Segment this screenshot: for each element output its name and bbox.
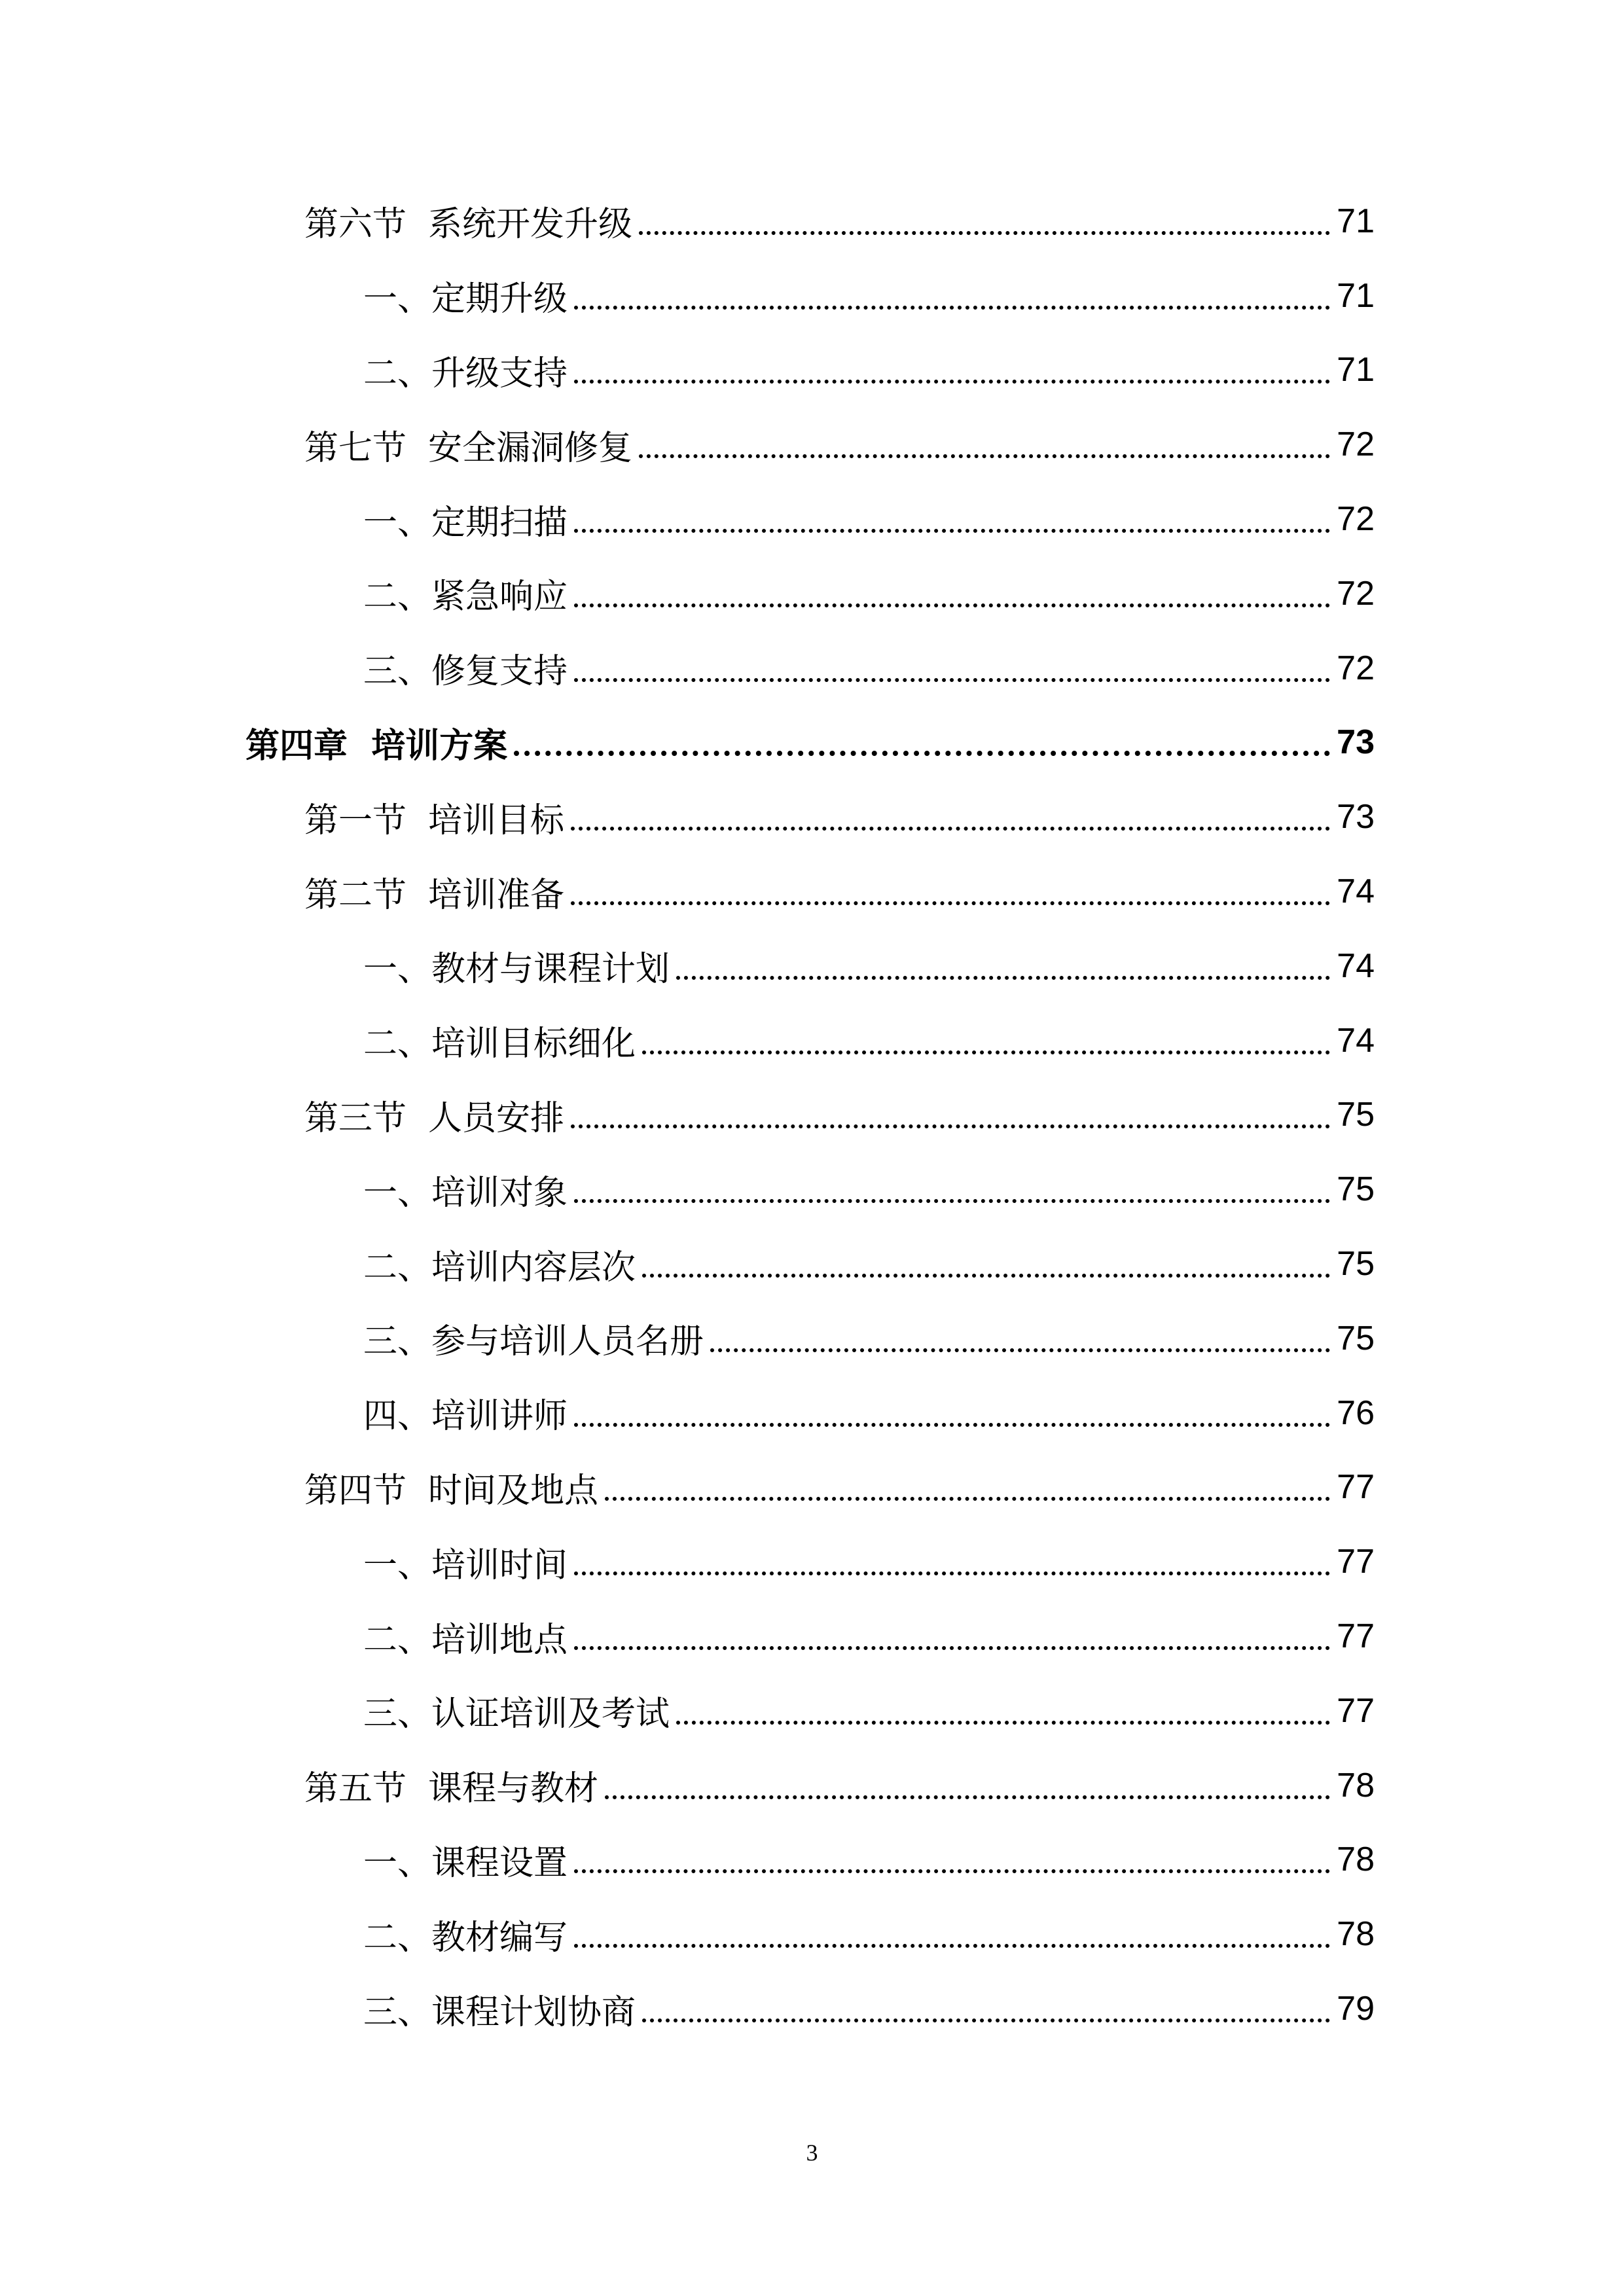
toc-entry-title: 二、培训内容层次 xyxy=(363,1247,636,1287)
dot-leader xyxy=(605,1497,1330,1501)
dot-leader xyxy=(574,678,1330,682)
toc-entry-page: 73 xyxy=(1337,798,1375,836)
toc-entry-page: 78 xyxy=(1337,1915,1375,1954)
toc-entry-title: 三、认证培训及考试 xyxy=(363,1695,670,1734)
toc-subsection-entry[interactable] xyxy=(0,1897,1375,1971)
toc-entry-title: 三、课程计划协商 xyxy=(363,1992,636,2032)
toc-entry-page: 72 xyxy=(1337,649,1375,687)
toc-entry-page: 72 xyxy=(1337,500,1375,539)
toc-entry-page: 74 xyxy=(1337,946,1375,985)
toc-entry-title: 四、培训讲师 xyxy=(363,1397,568,1437)
dot-leader xyxy=(676,976,1330,980)
toc-entry-page: 78 xyxy=(1337,1840,1375,1879)
dot-leader xyxy=(642,1050,1330,1054)
dot-leader xyxy=(574,380,1330,384)
toc-subsection-entry[interactable] xyxy=(0,1971,1375,2046)
toc-entry-title: 第四章 培训方案 xyxy=(245,725,508,766)
toc-chapter-entry[interactable] xyxy=(0,706,1375,780)
toc-subsection-entry[interactable] xyxy=(0,333,1375,408)
toc-entry-page: 72 xyxy=(1337,425,1375,464)
table-of-contents xyxy=(0,184,1624,2046)
toc-entry-title: 二、培训地点 xyxy=(363,1620,568,1660)
toc-subsection-entry[interactable] xyxy=(0,1227,1375,1301)
toc-entry-title: 一、定期升级 xyxy=(363,279,568,319)
toc-entry-page: 77 xyxy=(1337,1543,1375,1581)
dot-leader xyxy=(514,751,1330,756)
dot-leader xyxy=(574,1571,1330,1575)
dot-leader xyxy=(574,1199,1330,1203)
toc-entry-title: 三、修复支持 xyxy=(363,652,568,692)
dot-leader xyxy=(574,529,1330,533)
toc-section-entry[interactable] xyxy=(0,407,1375,482)
dot-leader xyxy=(642,2018,1330,2022)
toc-entry-title: 一、教材与课程计划 xyxy=(363,950,670,990)
toc-section-entry[interactable] xyxy=(0,1078,1375,1153)
dot-leader xyxy=(574,306,1330,310)
toc-entry-page: 71 xyxy=(1337,202,1375,240)
toc-subsection-entry[interactable] xyxy=(0,1003,1375,1078)
dot-leader xyxy=(710,1348,1330,1352)
toc-entry-title: 二、紧急响应 xyxy=(363,577,568,617)
toc-entry-page: 77 xyxy=(1337,1617,1375,1656)
toc-subsection-entry[interactable] xyxy=(0,929,1375,1003)
dot-leader xyxy=(605,1795,1330,1799)
toc-entry-page: 75 xyxy=(1337,1170,1375,1209)
toc-entry-page: 73 xyxy=(1337,723,1375,762)
dot-leader xyxy=(574,1869,1330,1873)
toc-entry-page: 74 xyxy=(1337,1021,1375,1060)
toc-entry-page: 75 xyxy=(1337,1096,1375,1134)
toc-subsection-entry[interactable] xyxy=(0,1524,1375,1599)
toc-subsection-entry[interactable] xyxy=(0,259,1375,333)
toc-entry-title: 第三节 人员安排 xyxy=(304,1098,565,1138)
toc-subsection-entry[interactable] xyxy=(0,482,1375,556)
toc-entry-title: 一、课程设置 xyxy=(363,1843,568,1883)
toc-entry-title: 二、培训目标细化 xyxy=(363,1024,636,1064)
dot-leader xyxy=(642,1274,1330,1278)
toc-section-entry[interactable] xyxy=(0,854,1375,929)
dot-leader xyxy=(574,603,1330,607)
dot-leader xyxy=(574,1646,1330,1650)
toc-entry-page: 71 xyxy=(1337,351,1375,389)
toc-subsection-entry[interactable] xyxy=(0,1674,1375,1748)
dot-leader xyxy=(639,231,1330,235)
toc-entry-title: 第四节 时间及地点 xyxy=(304,1471,599,1511)
toc-subsection-entry[interactable] xyxy=(0,1376,1375,1450)
toc-entry-page: 75 xyxy=(1337,1319,1375,1357)
toc-entry-title: 一、培训对象 xyxy=(363,1173,568,1213)
toc-section-entry[interactable] xyxy=(0,1748,1375,1823)
toc-entry-title: 第一节 培训目标 xyxy=(304,800,565,840)
toc-entry-title: 二、升级支持 xyxy=(363,353,568,393)
toc-section-entry[interactable] xyxy=(0,780,1375,854)
toc-subsection-entry[interactable] xyxy=(0,1823,1375,1897)
toc-subsection-entry[interactable] xyxy=(0,631,1375,706)
toc-entry-page: 76 xyxy=(1337,1393,1375,1432)
toc-entry-title: 一、定期扫描 xyxy=(363,503,568,543)
toc-entry-page: 75 xyxy=(1337,1245,1375,1283)
toc-entry-title: 第七节 安全漏洞修复 xyxy=(304,428,633,468)
toc-entry-title: 一、培训时间 xyxy=(363,1545,568,1585)
toc-entry-page: 79 xyxy=(1337,1990,1375,2028)
toc-entry-title: 第五节 课程与教材 xyxy=(304,1769,599,1809)
dot-leader xyxy=(571,1124,1330,1128)
toc-entry-page: 78 xyxy=(1337,1766,1375,1804)
toc-subsection-entry[interactable] xyxy=(0,1599,1375,1674)
dot-leader xyxy=(676,1721,1330,1725)
page-number: 3 xyxy=(806,2140,818,2166)
dot-leader xyxy=(639,454,1330,458)
toc-entry-page: 71 xyxy=(1337,276,1375,315)
toc-entry-title: 第二节 培训准备 xyxy=(304,875,565,915)
dot-leader xyxy=(574,1944,1330,1948)
dot-leader xyxy=(571,827,1330,831)
toc-entry-title: 第六节 系统开发升级 xyxy=(304,205,633,245)
toc-entry-page: 77 xyxy=(1337,1691,1375,1730)
dot-leader xyxy=(574,1423,1330,1427)
toc-section-entry[interactable] xyxy=(0,1450,1375,1525)
toc-entry-title: 二、教材编写 xyxy=(363,1918,568,1958)
toc-subsection-entry[interactable] xyxy=(0,1152,1375,1227)
toc-entry-page: 74 xyxy=(1337,872,1375,911)
toc-subsection-entry[interactable] xyxy=(0,1301,1375,1376)
toc-section-entry[interactable] xyxy=(0,184,1375,259)
toc-entry-page: 77 xyxy=(1337,1468,1375,1507)
toc-subsection-entry[interactable] xyxy=(0,556,1375,631)
toc-entry-page: 72 xyxy=(1337,574,1375,613)
dot-leader xyxy=(571,901,1330,905)
toc-entry-title: 三、参与培训人员名册 xyxy=(363,1322,704,1362)
